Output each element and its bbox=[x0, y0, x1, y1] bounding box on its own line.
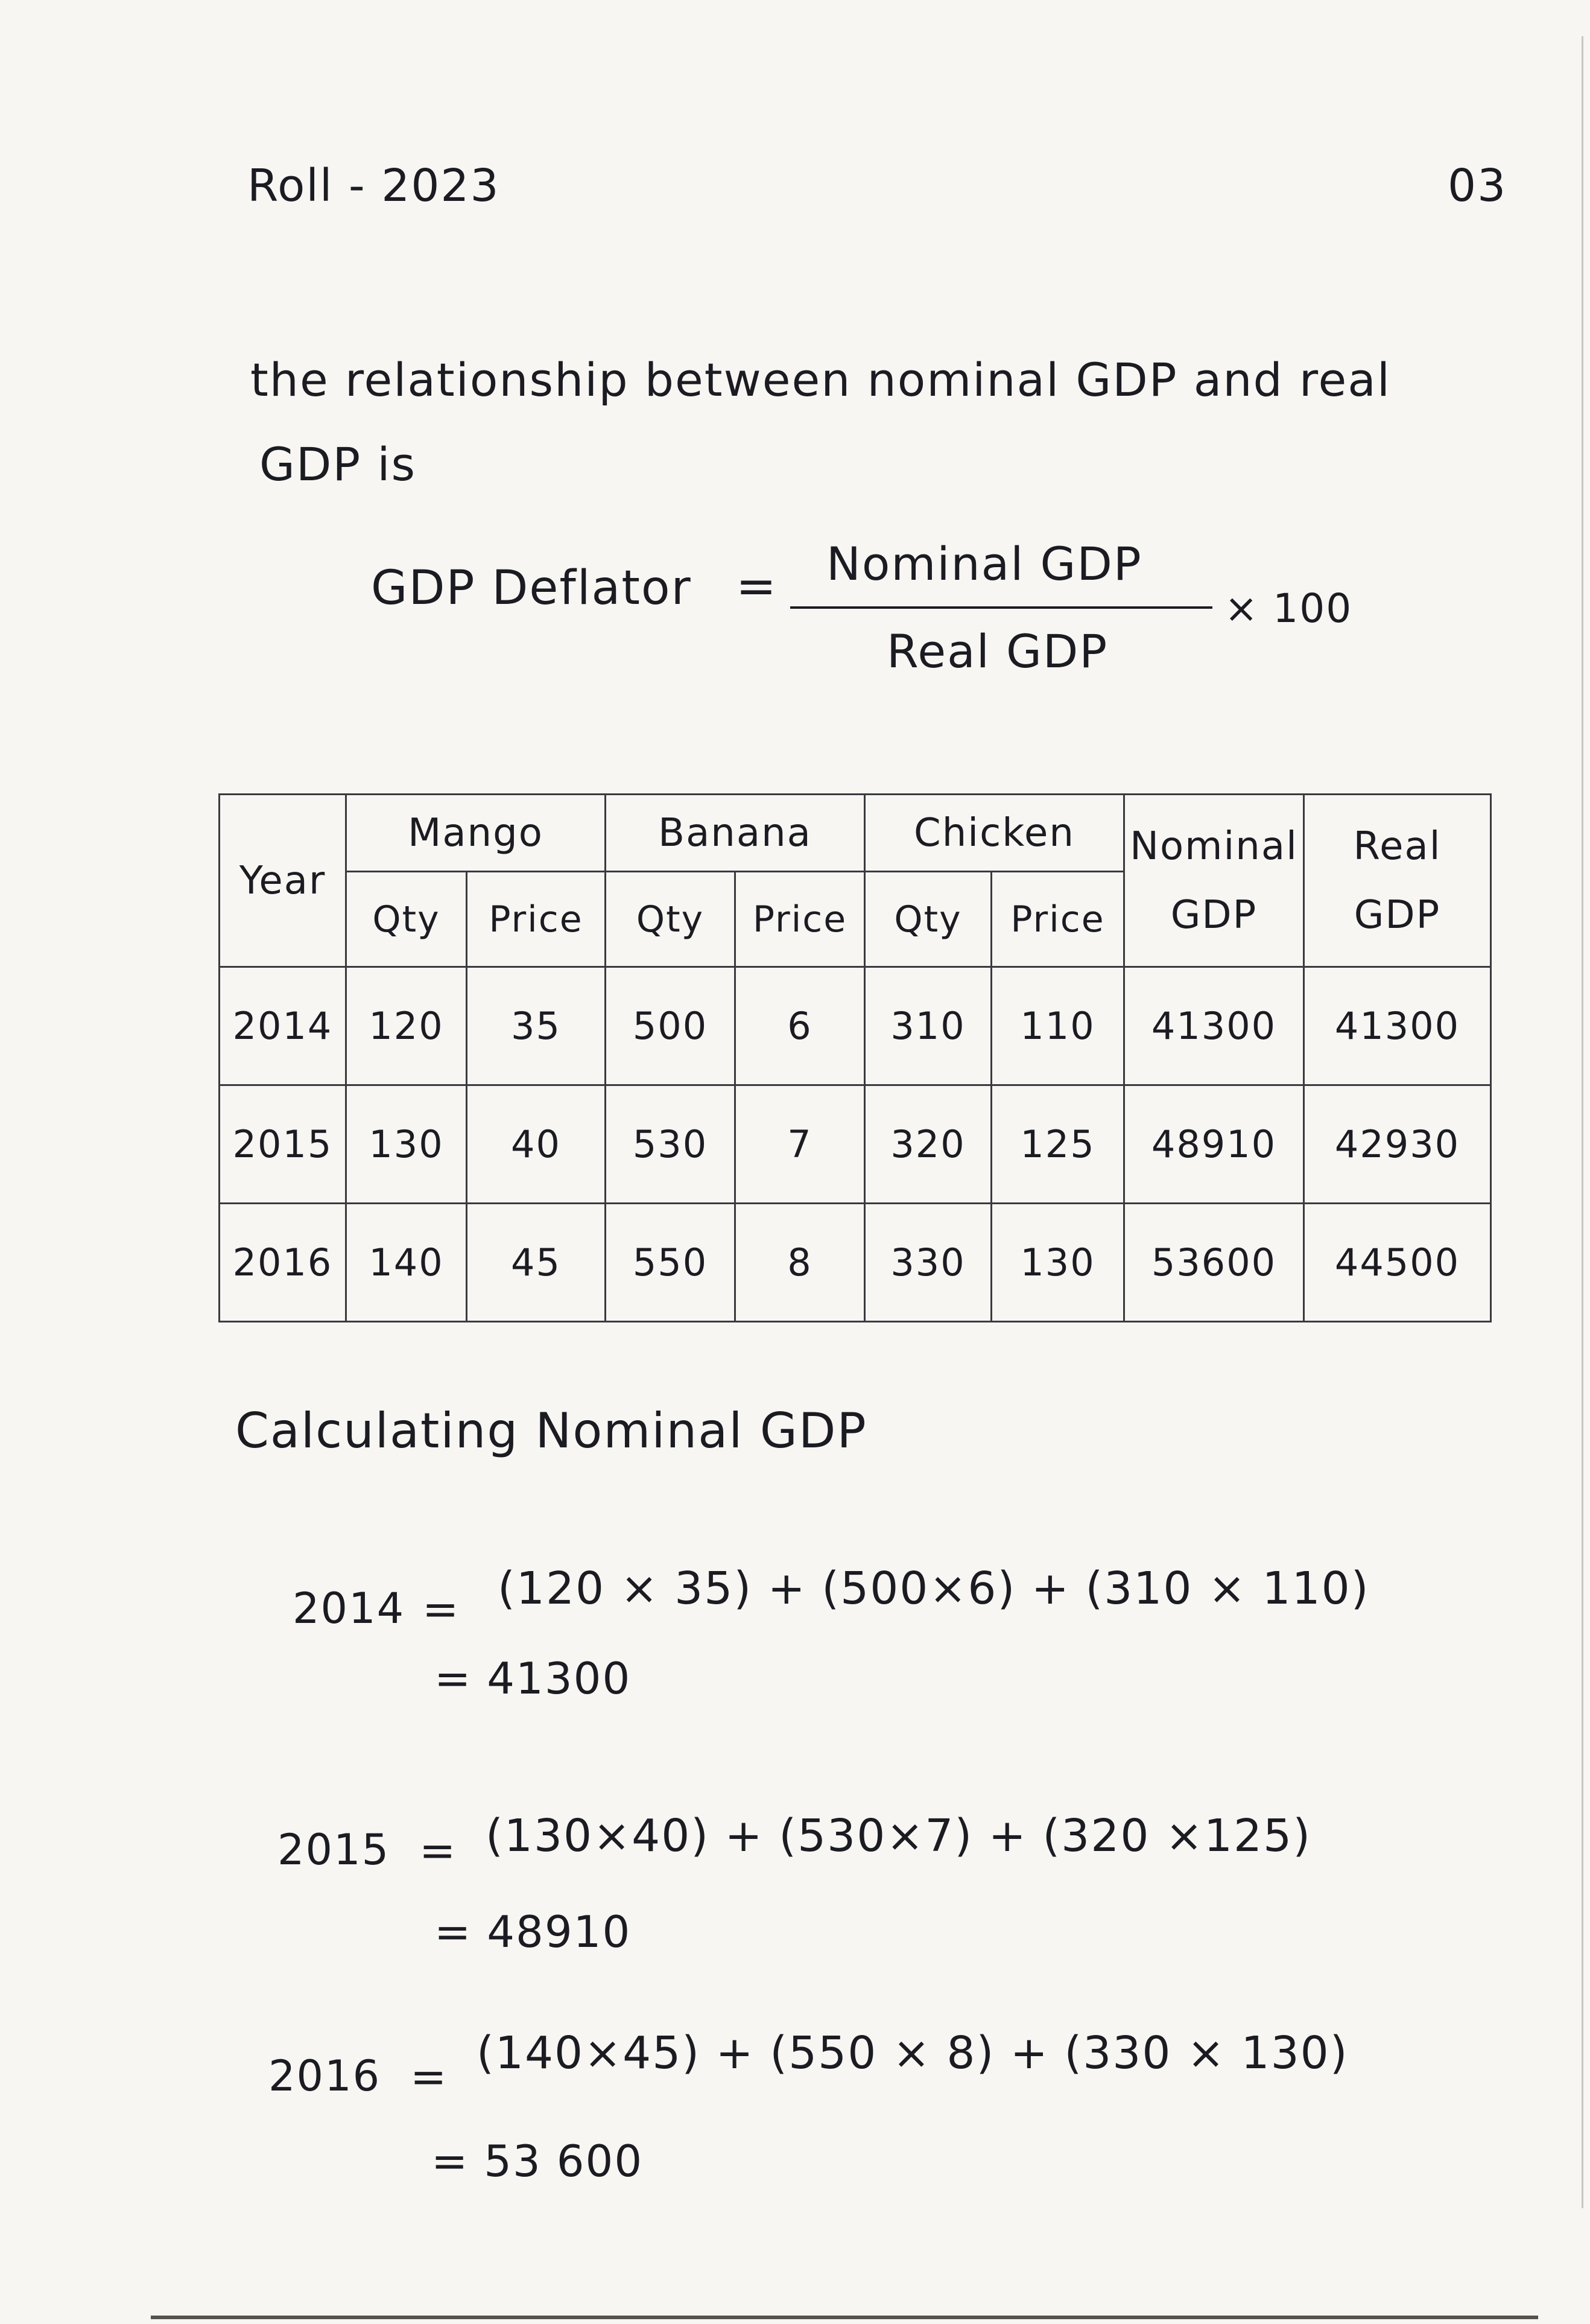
intro-line-2: GDP is bbox=[259, 437, 417, 491]
row-year: 2016 bbox=[220, 1204, 346, 1322]
chicken-price-cell: 130 bbox=[992, 1204, 1124, 1322]
banana-price-header: Price bbox=[735, 872, 865, 967]
banana-qty-cell: 550 bbox=[606, 1204, 735, 1322]
mango-qty-cell: 140 bbox=[346, 1204, 467, 1322]
real-gdp-header bbox=[1304, 795, 1491, 967]
equation-year: 2015 bbox=[277, 1825, 390, 1875]
page-edge-shadow bbox=[1582, 36, 1583, 2208]
row-year: 2015 bbox=[220, 1085, 346, 1204]
real-gdp-header-line2: GDP bbox=[1354, 892, 1441, 938]
banana-price-cell: 6 bbox=[735, 967, 865, 1085]
roll-number: Roll - 2023 bbox=[247, 160, 500, 212]
equation-result: = 41300 bbox=[434, 1653, 632, 1704]
equation-expression: (130×40) + (530×7) + (320 ×125) bbox=[486, 1810, 1312, 1862]
equation-sign: = bbox=[410, 2051, 448, 2102]
mango-header: Mango bbox=[346, 795, 606, 872]
formula-numerator: Nominal GDP bbox=[826, 537, 1142, 591]
equation-sign: = bbox=[422, 1584, 460, 1634]
chicken-header: Chicken bbox=[865, 795, 1124, 872]
formula-equals: = bbox=[736, 558, 778, 614]
calculation-heading: Calculating Nominal GDP bbox=[235, 1403, 867, 1459]
real-gdp-cell: 41300 bbox=[1304, 967, 1491, 1085]
year-header: Year bbox=[220, 795, 346, 967]
formula-denominator: Real GDP bbox=[887, 624, 1109, 678]
table-row bbox=[220, 967, 1491, 1085]
banana-header: Banana bbox=[606, 795, 865, 872]
intro-line-1: the relationship between nominal GDP and real bbox=[250, 353, 1391, 407]
banana-qty-cell: 500 bbox=[606, 967, 735, 1085]
equation-year: 2014 bbox=[293, 1584, 405, 1633]
table-row bbox=[220, 1085, 1491, 1204]
mango-price-cell: 45 bbox=[467, 1204, 606, 1322]
chicken-qty-header: Qty bbox=[865, 872, 992, 967]
page-bottom-edge bbox=[151, 2316, 1538, 2319]
nominal-gdp-header bbox=[1124, 795, 1304, 967]
formula-lhs: GDP Deflator bbox=[371, 561, 692, 615]
gdp-data-table bbox=[218, 793, 1492, 1322]
real-gdp-cell: 44500 bbox=[1304, 1204, 1491, 1322]
mango-price-cell: 40 bbox=[467, 1085, 606, 1204]
mango-price-header: Price bbox=[467, 872, 606, 967]
mango-qty-header: Qty bbox=[346, 872, 467, 967]
equation-sign: = bbox=[419, 1825, 457, 1876]
chicken-price-cell: 110 bbox=[992, 967, 1124, 1085]
row-year: 2014 bbox=[220, 967, 346, 1085]
nominal-gdp-header-line2: GDP bbox=[1170, 892, 1258, 938]
equation-result: = 48910 bbox=[434, 1907, 632, 1957]
formula-multiplier: × 100 bbox=[1224, 585, 1353, 632]
chicken-price-cell: 125 bbox=[992, 1085, 1124, 1204]
fraction-bar bbox=[790, 606, 1212, 609]
nominal-gdp-cell: 41300 bbox=[1124, 967, 1304, 1085]
banana-price-cell: 8 bbox=[735, 1204, 865, 1322]
equation-expression: (120 × 35) + (500×6) + (310 × 110) bbox=[498, 1563, 1370, 1614]
table-row bbox=[220, 1204, 1491, 1322]
nominal-gdp-cell: 48910 bbox=[1124, 1085, 1304, 1204]
equation-result: = 53 600 bbox=[431, 2136, 644, 2186]
mango-qty-cell: 130 bbox=[346, 1085, 467, 1204]
banana-price-cell: 7 bbox=[735, 1085, 865, 1204]
banana-qty-cell: 530 bbox=[606, 1085, 735, 1204]
page-number: 03 bbox=[1448, 160, 1507, 212]
banana-qty-header: Qty bbox=[606, 872, 735, 967]
chicken-qty-cell: 330 bbox=[865, 1204, 992, 1322]
chicken-price-header: Price bbox=[992, 872, 1124, 967]
chicken-qty-cell: 320 bbox=[865, 1085, 992, 1204]
chicken-qty-cell: 310 bbox=[865, 967, 992, 1085]
real-gdp-header-line1: Real bbox=[1353, 824, 1442, 869]
equation-year: 2016 bbox=[268, 2051, 381, 2101]
nominal-gdp-header-line1: Nominal bbox=[1130, 824, 1298, 869]
real-gdp-cell: 42930 bbox=[1304, 1085, 1491, 1204]
table-group-header-row bbox=[220, 795, 1491, 872]
equation-expression: (140×45) + (550 × 8) + (330 × 130) bbox=[477, 2027, 1349, 2079]
nominal-gdp-cell: 53600 bbox=[1124, 1204, 1304, 1322]
mango-price-cell: 35 bbox=[467, 967, 606, 1085]
mango-qty-cell: 120 bbox=[346, 967, 467, 1085]
